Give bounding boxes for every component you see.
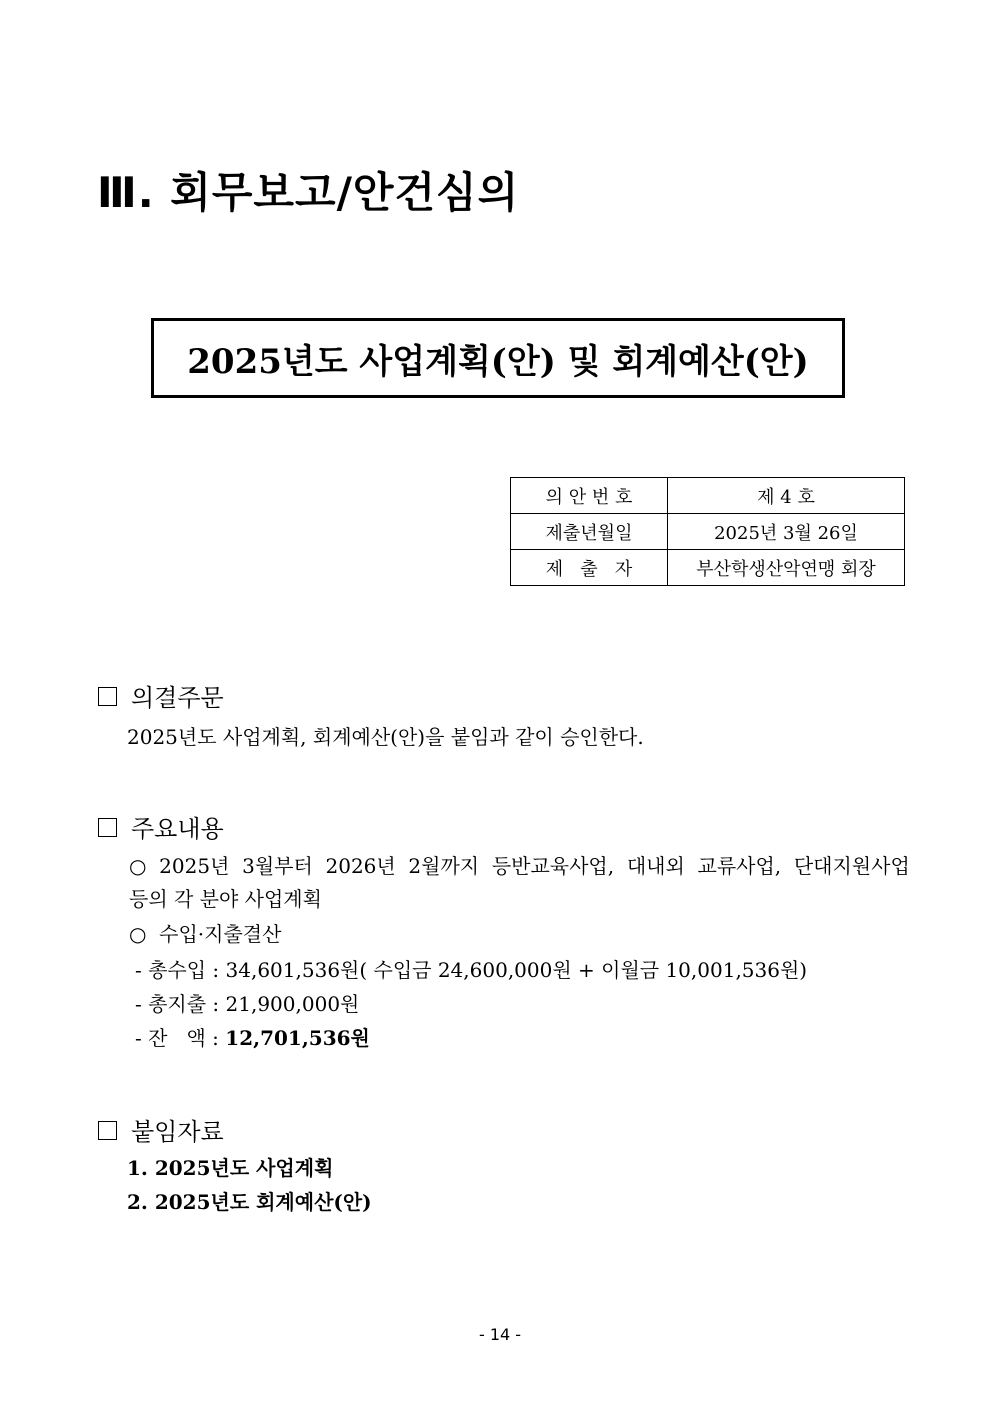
expense-line: - 총지출 : 21,900,000원 xyxy=(135,992,360,1016)
attachment-item-1: 1. 2025년도 사업계획 xyxy=(127,1156,334,1180)
main-content-heading-label: 주요내용 xyxy=(131,815,224,843)
checkbox-square-icon xyxy=(98,818,117,837)
table-row xyxy=(511,514,905,550)
attachment-item-2: 2. 2025년도 회계예산(안) xyxy=(127,1190,372,1214)
submission-date-label: 제출년월일 xyxy=(511,514,668,550)
checkbox-square-icon xyxy=(98,687,117,706)
balance-value: 12,701,536원 xyxy=(225,1026,370,1050)
table-row xyxy=(511,478,905,514)
resolution-text: 2025년도 사업계획, 회계예산(안)을 붙임과 같이 승인한다. xyxy=(127,725,644,749)
attachments-heading xyxy=(98,1112,224,1147)
checkbox-square-icon xyxy=(98,1121,117,1140)
main-item-1-line-2: 등의 각 분야 사업계획 xyxy=(129,887,322,911)
submitter-label: 제 출 자 xyxy=(511,550,668,586)
resolution-heading xyxy=(98,678,224,713)
main-item-1-line-1: ○ 2025년 3월부터 2026년 2월까지 등반교육사업, 대내외 교류사업, 단대지원사업 xyxy=(129,854,910,878)
main-content-heading xyxy=(98,809,224,844)
submitter-value: 부산학생산악연맹 회장 xyxy=(668,550,905,586)
agenda-number-value: 제 4 호 xyxy=(668,478,905,514)
table-row xyxy=(511,550,905,586)
agenda-title: 2025년도 사업계획(안) 및 회계예산(안) xyxy=(187,341,809,382)
agenda-number-label: 의 안 번 호 xyxy=(511,478,668,514)
agenda-info-table xyxy=(510,477,905,586)
agenda-title-box xyxy=(151,318,845,398)
balance-label: - 잔 액 : xyxy=(135,1026,226,1050)
income-line: - 총수입 : 34,601,536원( 수입금 24,600,000원 + 이월금 10,001,536원) xyxy=(135,958,808,982)
resolution-heading-label: 의결주문 xyxy=(131,684,224,712)
section-title: Ⅲ. 회무보고/안건심의 xyxy=(97,168,520,217)
attachments-heading-label: 붙임자료 xyxy=(131,1118,224,1146)
balance-line xyxy=(135,1022,370,1051)
main-item-2: ○ 수입·지출결산 xyxy=(129,922,282,946)
page-number: - 14 - xyxy=(478,1325,522,1344)
submission-date-value: 2025년 3월 26일 xyxy=(668,514,905,550)
